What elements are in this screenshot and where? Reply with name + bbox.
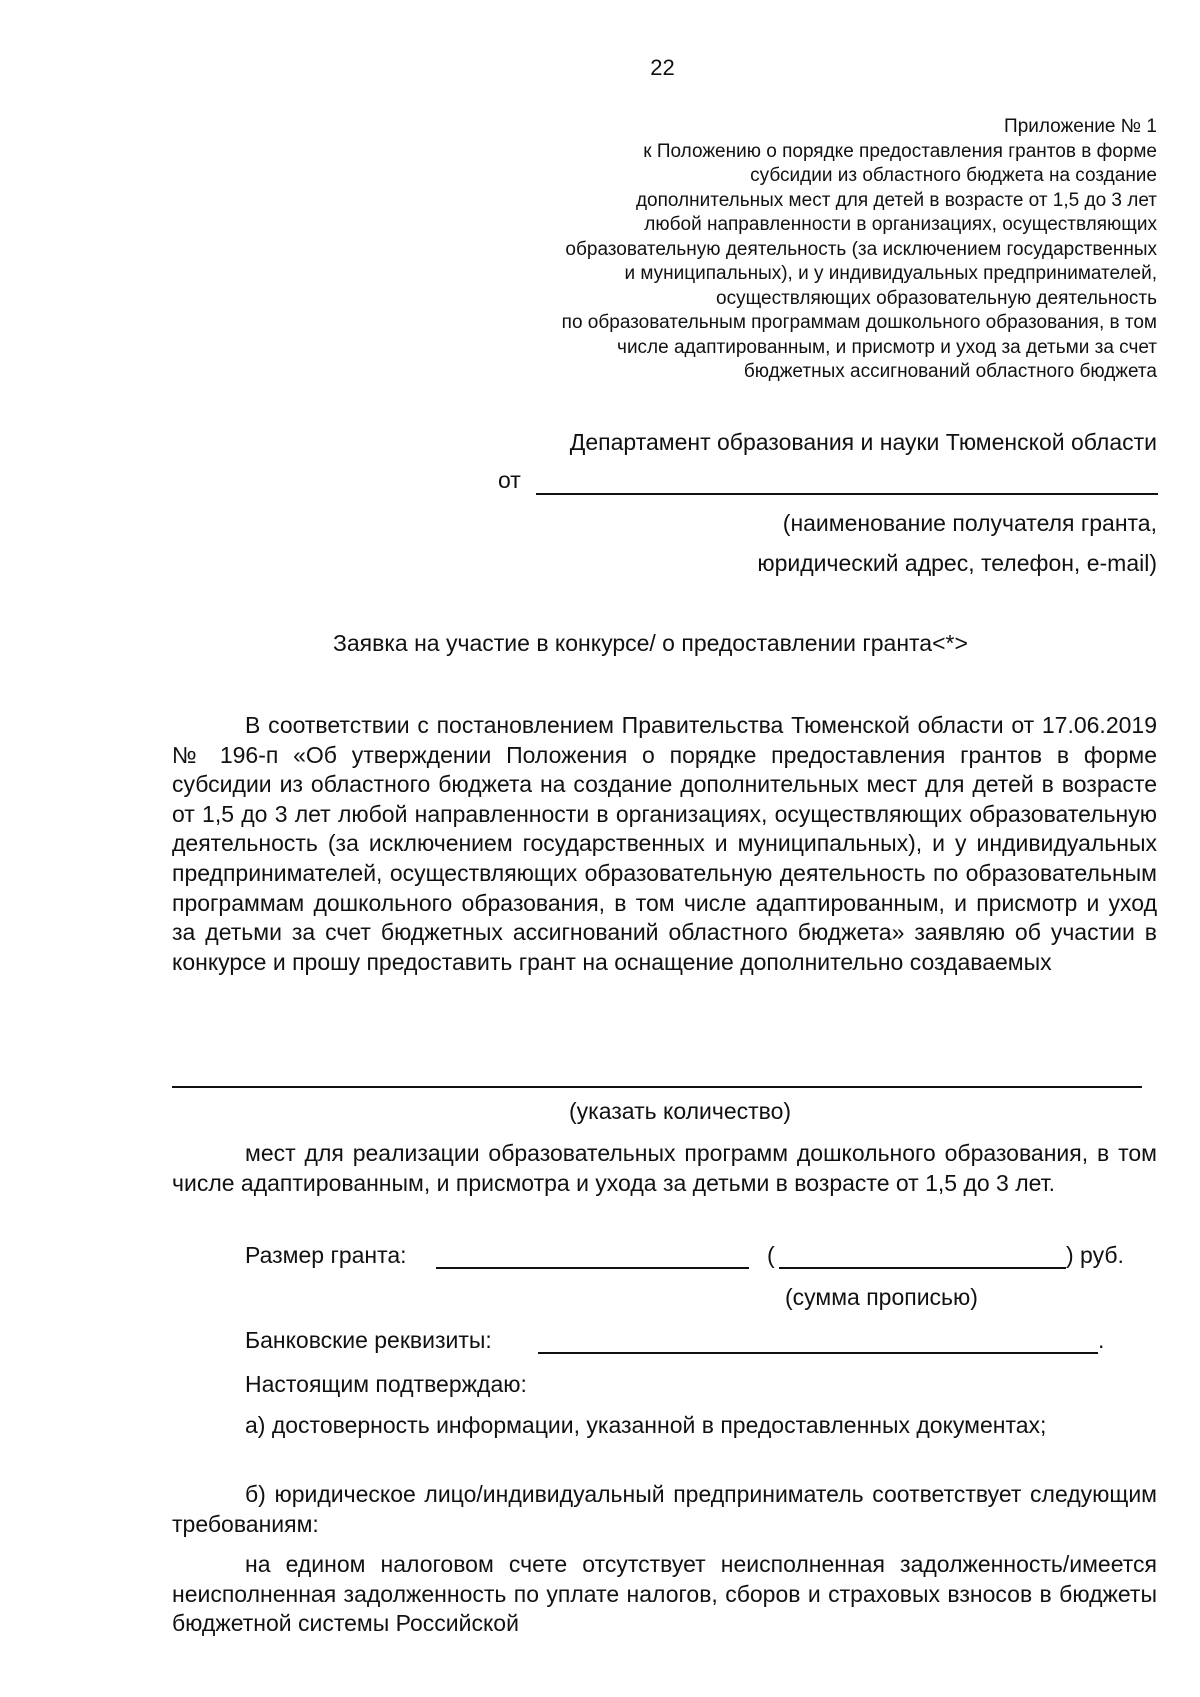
appendix-line: по образовательным программам дошкольного образования, в том [561,312,1157,333]
appendix-line: субсидии из областного бюджета на создание [750,165,1157,186]
page-number: 22 [650,55,675,80]
bank-details-blank[interactable] [538,1352,1098,1354]
document-title: Заявка на участие в конкурсе/ о предоставлении гранта<*> [333,630,968,656]
appendix-line: дополнительных мест для детей в возрасте от 1,5 до 3 лет [635,189,1157,211]
places-paragraph: мест для реализации образовательных программ дошкольного образования, в том числе адаптированным, и присмотра и ухода за детьми в возрасте от 1,5 до 3 лет. [172,1140,1157,1196]
item-b: б) юридическое лицо/индивидуальный предприниматель соответствует следующим требованиям: [172,1481,1157,1537]
grant-size-row [245,1240,1145,1274]
appendix-line: осуществляющих образовательную деятельность [716,287,1157,309]
grant-paren-open: ( [767,1242,775,1268]
quantity-hint: (указать количество) [569,1098,792,1124]
grant-amount-words-blank[interactable] [779,1267,1066,1269]
recipient-hint-name: (наименование получателя гранта, [782,510,1157,536]
from-blank-line[interactable] [536,493,1158,495]
appendix-line: бюджетных ассигнований областного бюджета [743,361,1157,382]
grant-currency: ) руб. [1066,1242,1124,1268]
appendix-header [397,115,1157,385]
bank-details-period: . [1098,1327,1105,1353]
appendix-line: и муниципальных), и у индивидуальных предпринимателей, [624,263,1157,284]
from-field-row [498,465,1158,499]
grant-amount-blank[interactable] [436,1267,749,1269]
recipient-hint-contacts: юридический адрес, телефон, e-mail) [757,550,1157,576]
bank-details-row [245,1325,1145,1359]
addressee: Департамент образования и науки Тюменской области [569,429,1157,455]
item-a: а) достоверность информации, указанной в предоставленных документах; [245,1412,1047,1438]
appendix-line: числе адаптированным, и присмотр и уход за детьми за счет [617,336,1157,358]
bank-details-label: Банковские реквизиты: [245,1327,492,1353]
confirm-label: Настоящим подтверждаю: [245,1371,527,1397]
appendix-line: любой направленности в организациях, осуществляющих [644,214,1157,235]
appendix-line: Приложение № 1 [1004,116,1157,137]
appendix-line: к Положению о порядке предоставления грантов в форме [643,140,1157,162]
quantity-blank-line[interactable] [172,1086,1142,1088]
appendix-line: образовательную деятельность (за исключением государственных [565,238,1157,260]
main-paragraph: В соответствии с постановлением Правительства Тюменской области от 17.06.2019 № 196-п «Об утверждении Положения о порядке предоставления грантов в форме субсидии из областного бюджета на создание дополнительных мест для детей в возрасте от 1,5 до 3 лет любой направленности в организациях, осуществляющих образовательную деятельность (за исключением государственных и муниципальных), и у индивидуальных предпринимателей, осуществляющих образовательную деятельность по образовательным программам дошкольного образования, в том числе адаптированным, и присмотр и уход за детьми за счет бюджетных ассигнований областного бюджета» заявляю об участии в конкурсе и прошу предоставить грант на оснащение дополнительно создаваемых [172,712,1157,975]
grant-size-label: Размер гранта: [245,1242,407,1268]
from-label: от [498,467,521,493]
sum-in-words-hint: (сумма прописью) [785,1284,978,1310]
tax-paragraph: на едином налоговом счете отсутствует неисполненная задолженность/имеется неисполненная задолженность по уплате налогов, сборов и страховых взносов в бюджеты бюджетной системы Российской [172,1551,1157,1637]
